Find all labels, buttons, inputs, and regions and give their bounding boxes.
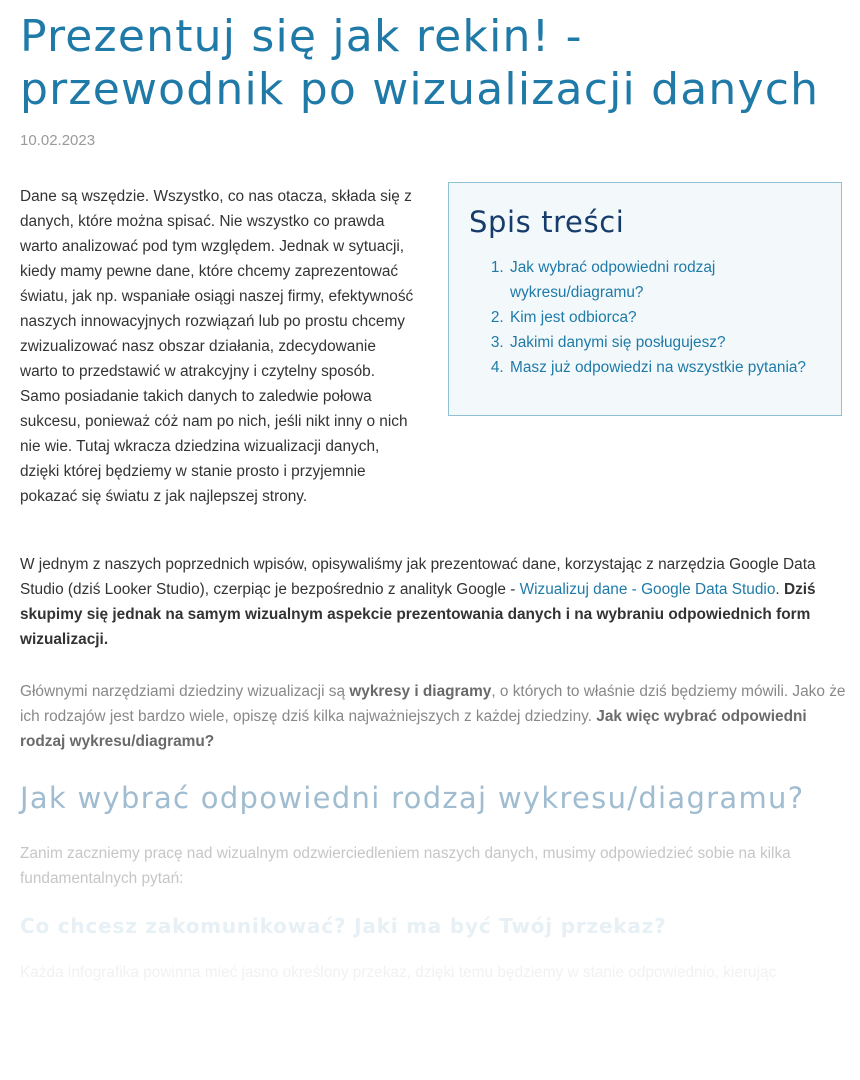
paragraph-text: W jednym z naszych poprzednich wpisów, opisywaliśmy jak prezentować dane, korzystając z narzędzia Google Data Studio (dziś Looker Studio), czerpiąc je bezpośrednio z analityk Google - — [20, 556, 816, 598]
toc-item — [508, 355, 841, 380]
intro-paragraph: Dane są wszędzie. Wszystko, co nas otacza, składa się z danych, które można spisać. Nie wszystko co prawda warto analizować pod tym względem. Jednak w sytuacji, kiedy mamy pewne dane, które chcemy zaprezentować światu, jak np. wspaniałe osiągi naszej firmy, efektywność naszych innowacyjnych rozwiązań lub po prostu chcemy zwizualizować nasz obszar działania, zdecydowanie warto to przedstawić w atrakcyjny i czytelny sposób. Samo posiadanie takich danych to zaledwie połowa sukcesu, ponieważ cóż nam po nich, jeśli nikt inny o nich nie wie. Tutaj wkracza dziedzina wizualizacji danych, dzięki której będziemy w stanie prosto i przyjemnie pokazać się światu z jak najlepszej strony. — [20, 188, 414, 505]
page-title: Prezentuj się jak rekin! - przewodnik po wizualizacji danych — [20, 11, 820, 115]
paragraph-text: Głównymi narzędziami dziedziny wizualizacji są — [20, 683, 350, 700]
paragraph-bold: Dziś skupimy się jednak na samym wizualnym aspekcie prezentowania danych i na wybraniu odpowiednich form wizualizacji. — [20, 581, 816, 648]
toc-link-4[interactable]: Masz już odpowiedzi na wszystkie pytania? — [510, 359, 806, 376]
toc-item — [508, 330, 841, 355]
paragraph-text: . — [775, 581, 784, 598]
paragraph-text: , o których to właśnie dziś będziemy mówili. Jako że ich rodzajów jest bardzo wiele, opiszę dziś kilka najważniejszych z każdej dziedziny. — [20, 683, 846, 725]
publish-date: 10.02.2023 — [20, 132, 96, 149]
table-of-contents — [448, 182, 842, 416]
toc-title: Spis treści — [469, 205, 625, 239]
toc-list — [449, 255, 841, 380]
paragraph-bold: wykresy i diagramy — [349, 683, 492, 700]
paragraph-tools — [20, 679, 848, 754]
paragraph-faded: Każda infografika powinna mieć jasno określony przekaz, dzięki temu będziemy w stanie odpowiednio, kierując — [20, 964, 777, 981]
article — [20, 0, 848, 981]
toc-link-1[interactable]: Jak wybrać odpowiedni rodzaj wykresu/diagramu? — [510, 259, 716, 301]
paragraph-questions: Zanim zaczniemy pracę nad wizualnym odzwierciedleniem naszych danych, musimy odpowiedzieć sobie na kilka fundamentalnych pytań: — [20, 845, 791, 887]
toc-item — [508, 255, 841, 305]
toc-link-3[interactable]: Jakimi danymi się posługujesz? — [510, 334, 726, 351]
paragraph-bold: Jak więc wybrać odpowiedni rodzaj wykresu/diagramu? — [20, 708, 807, 750]
subheading: Co chcesz zakomunikować? Jaki ma być Twój przekaz? — [20, 914, 667, 938]
intro-row — [20, 184, 848, 534]
toc-item — [508, 305, 841, 330]
paragraph-data-studio — [20, 552, 848, 652]
toc-link-2[interactable]: Kim jest odbiorca? — [510, 309, 637, 326]
section-heading: Jak wybrać odpowiedni rodzaj wykresu/diagramu? — [20, 781, 805, 815]
data-studio-link[interactable]: Wizualizuj dane - Google Data Studio — [519, 581, 776, 598]
